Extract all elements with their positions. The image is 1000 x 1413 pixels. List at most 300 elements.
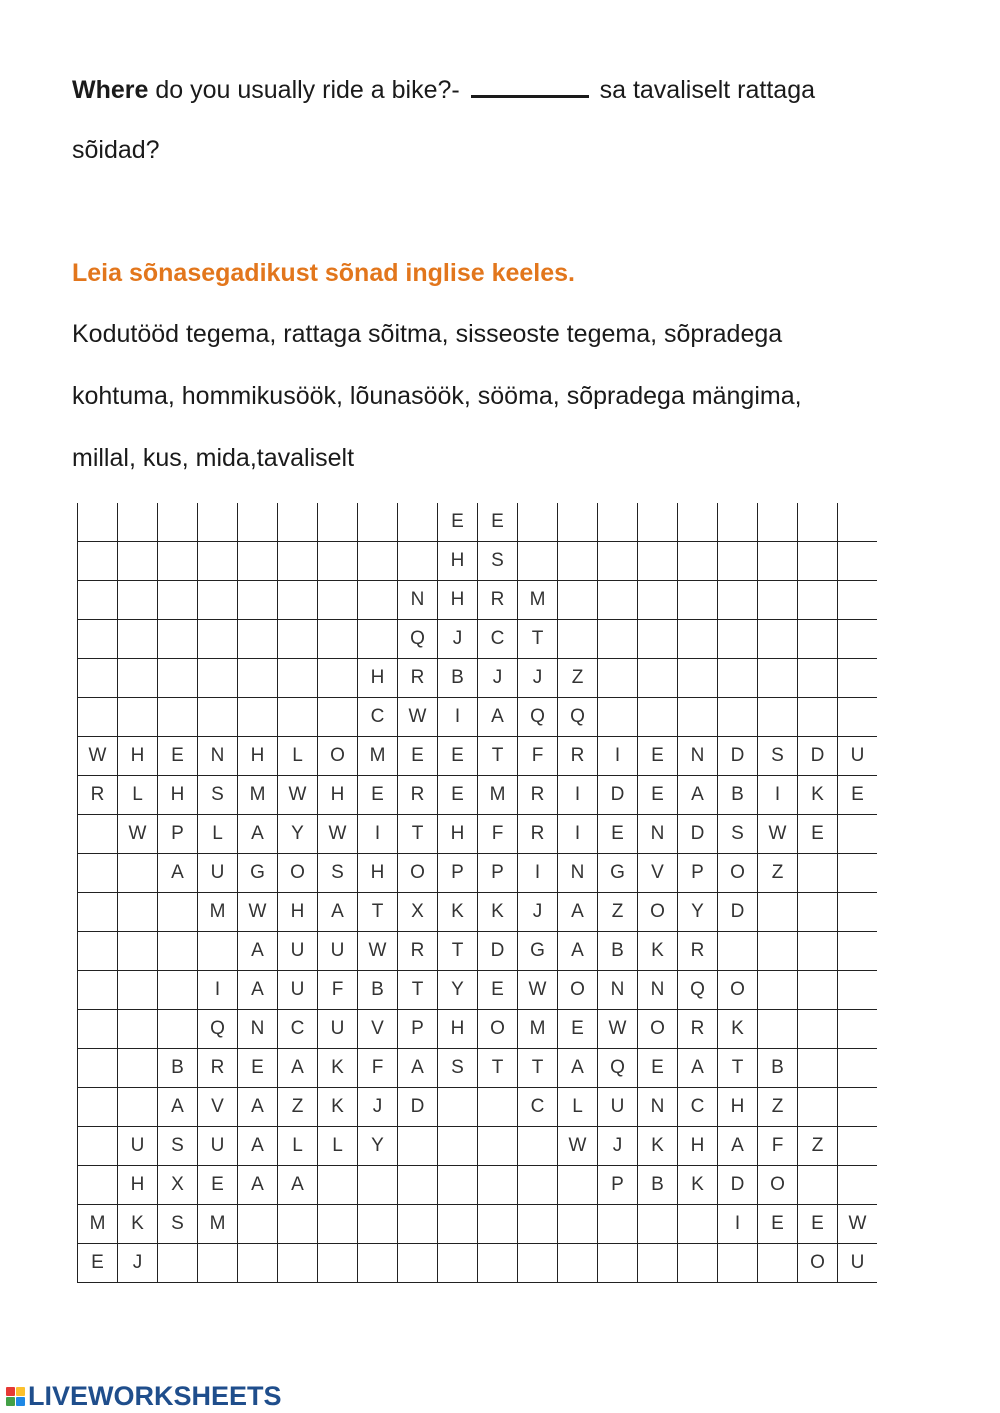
grid-cell[interactable]: P [678, 854, 718, 893]
grid-cell[interactable] [558, 1244, 598, 1283]
grid-cell[interactable]: W [518, 971, 558, 1010]
grid-cell[interactable]: R [398, 659, 438, 698]
grid-cell[interactable] [478, 1166, 518, 1205]
grid-cell[interactable] [758, 893, 798, 932]
grid-cell[interactable] [758, 542, 798, 581]
grid-cell[interactable]: K [638, 932, 678, 971]
grid-cell[interactable]: D [718, 893, 758, 932]
grid-cell[interactable]: I [558, 815, 598, 854]
grid-cell[interactable]: W [238, 893, 278, 932]
grid-cell[interactable]: O [278, 854, 318, 893]
grid-cell[interactable] [838, 620, 878, 659]
grid-cell[interactable]: N [638, 815, 678, 854]
grid-cell[interactable]: B [358, 971, 398, 1010]
grid-cell[interactable]: A [238, 1127, 278, 1166]
grid-cell[interactable] [318, 581, 358, 620]
grid-cell[interactable]: T [518, 620, 558, 659]
grid-cell[interactable]: K [318, 1049, 358, 1088]
grid-cell[interactable]: N [638, 971, 678, 1010]
grid-cell[interactable]: C [478, 620, 518, 659]
grid-cell[interactable]: B [158, 1049, 198, 1088]
grid-cell[interactable] [638, 659, 678, 698]
grid-cell[interactable]: T [518, 1049, 558, 1088]
grid-cell[interactable] [758, 1244, 798, 1283]
grid-cell[interactable] [798, 698, 838, 737]
grid-cell[interactable]: O [558, 971, 598, 1010]
grid-cell[interactable]: Z [758, 1088, 798, 1127]
grid-cell[interactable]: B [598, 932, 638, 971]
grid-cell[interactable]: H [118, 737, 158, 776]
grid-cell[interactable]: E [438, 737, 478, 776]
grid-cell[interactable]: G [598, 854, 638, 893]
grid-cell[interactable]: M [358, 737, 398, 776]
grid-cell[interactable] [718, 698, 758, 737]
grid-cell[interactable] [678, 1205, 718, 1244]
grid-cell[interactable] [158, 620, 198, 659]
grid-cell[interactable] [838, 893, 878, 932]
grid-cell[interactable] [238, 1205, 278, 1244]
grid-cell[interactable]: L [278, 1127, 318, 1166]
grid-cell[interactable]: M [518, 1010, 558, 1049]
grid-cell[interactable] [798, 659, 838, 698]
grid-cell[interactable] [198, 932, 238, 971]
grid-cell[interactable]: P [158, 815, 198, 854]
grid-cell[interactable]: J [598, 1127, 638, 1166]
grid-cell[interactable] [78, 581, 118, 620]
grid-cell[interactable]: F [358, 1049, 398, 1088]
grid-cell[interactable]: C [518, 1088, 558, 1127]
grid-cell[interactable] [558, 620, 598, 659]
grid-cell[interactable]: Z [558, 659, 598, 698]
grid-cell[interactable] [838, 581, 878, 620]
grid-cell[interactable] [318, 1205, 358, 1244]
grid-cell[interactable]: M [78, 1205, 118, 1244]
grid-cell[interactable]: Q [518, 698, 558, 737]
grid-cell[interactable] [278, 659, 318, 698]
grid-cell[interactable]: E [598, 815, 638, 854]
grid-cell[interactable]: U [278, 971, 318, 1010]
grid-cell[interactable]: R [518, 776, 558, 815]
grid-cell[interactable]: E [478, 503, 518, 542]
grid-cell[interactable] [518, 1166, 558, 1205]
grid-cell[interactable]: N [678, 737, 718, 776]
grid-cell[interactable]: U [598, 1088, 638, 1127]
grid-cell[interactable]: S [438, 1049, 478, 1088]
grid-cell[interactable] [238, 620, 278, 659]
grid-cell[interactable]: J [518, 659, 558, 698]
grid-cell[interactable] [638, 1244, 678, 1283]
grid-cell[interactable]: H [358, 854, 398, 893]
grid-cell[interactable] [318, 698, 358, 737]
grid-cell[interactable] [78, 620, 118, 659]
grid-cell[interactable] [598, 1244, 638, 1283]
grid-cell[interactable] [118, 971, 158, 1010]
grid-cell[interactable]: A [278, 1166, 318, 1205]
grid-cell[interactable]: Q [598, 1049, 638, 1088]
grid-cell[interactable]: B [638, 1166, 678, 1205]
grid-cell[interactable]: P [598, 1166, 638, 1205]
grid-cell[interactable] [798, 581, 838, 620]
grid-cell[interactable]: S [478, 542, 518, 581]
grid-cell[interactable]: I [438, 698, 478, 737]
grid-cell[interactable] [838, 1010, 878, 1049]
grid-cell[interactable] [358, 1166, 398, 1205]
grid-cell[interactable]: H [718, 1088, 758, 1127]
grid-cell[interactable] [718, 620, 758, 659]
grid-cell[interactable]: K [718, 1010, 758, 1049]
grid-cell[interactable]: W [318, 815, 358, 854]
grid-cell[interactable]: M [518, 581, 558, 620]
grid-cell[interactable]: A [558, 893, 598, 932]
grid-cell[interactable] [158, 1010, 198, 1049]
grid-cell[interactable]: S [718, 815, 758, 854]
grid-cell[interactable] [158, 932, 198, 971]
grid-cell[interactable]: V [198, 1088, 238, 1127]
grid-cell[interactable] [518, 503, 558, 542]
grid-cell[interactable] [118, 542, 158, 581]
grid-cell[interactable] [598, 620, 638, 659]
grid-cell[interactable] [118, 503, 158, 542]
grid-cell[interactable]: D [478, 932, 518, 971]
grid-cell[interactable]: A [398, 1049, 438, 1088]
grid-cell[interactable]: T [398, 971, 438, 1010]
grid-cell[interactable]: T [478, 1049, 518, 1088]
grid-cell[interactable] [198, 542, 238, 581]
grid-cell[interactable] [118, 620, 158, 659]
grid-cell[interactable]: M [478, 776, 518, 815]
grid-cell[interactable]: A [558, 932, 598, 971]
grid-cell[interactable]: M [198, 893, 238, 932]
grid-cell[interactable] [278, 503, 318, 542]
grid-cell[interactable]: N [638, 1088, 678, 1127]
grid-cell[interactable] [798, 932, 838, 971]
grid-cell[interactable]: C [678, 1088, 718, 1127]
grid-cell[interactable] [438, 1166, 478, 1205]
grid-cell[interactable]: A [678, 776, 718, 815]
grid-cell[interactable] [518, 1244, 558, 1283]
grid-cell[interactable] [358, 1205, 398, 1244]
grid-cell[interactable] [358, 620, 398, 659]
grid-cell[interactable]: K [638, 1127, 678, 1166]
grid-cell[interactable]: P [438, 854, 478, 893]
grid-cell[interactable]: E [198, 1166, 238, 1205]
grid-cell[interactable]: J [438, 620, 478, 659]
grid-cell[interactable]: H [438, 542, 478, 581]
grid-cell[interactable]: J [518, 893, 558, 932]
grid-cell[interactable] [798, 1010, 838, 1049]
grid-cell[interactable] [398, 1127, 438, 1166]
grid-cell[interactable]: H [438, 815, 478, 854]
grid-cell[interactable]: U [198, 854, 238, 893]
grid-cell[interactable] [838, 815, 878, 854]
grid-cell[interactable] [198, 659, 238, 698]
grid-cell[interactable]: O [798, 1244, 838, 1283]
grid-cell[interactable]: Q [398, 620, 438, 659]
grid-cell[interactable]: T [438, 932, 478, 971]
grid-cell[interactable]: B [438, 659, 478, 698]
grid-cell[interactable]: A [238, 971, 278, 1010]
grid-cell[interactable]: W [398, 698, 438, 737]
grid-cell[interactable] [78, 815, 118, 854]
grid-cell[interactable]: D [598, 776, 638, 815]
grid-cell[interactable]: U [118, 1127, 158, 1166]
grid-cell[interactable] [318, 1244, 358, 1283]
grid-cell[interactable] [478, 1244, 518, 1283]
grid-cell[interactable] [198, 503, 238, 542]
grid-cell[interactable] [838, 1049, 878, 1088]
grid-cell[interactable] [518, 1205, 558, 1244]
grid-cell[interactable]: H [238, 737, 278, 776]
grid-cell[interactable]: I [558, 776, 598, 815]
grid-cell[interactable] [78, 698, 118, 737]
grid-cell[interactable] [158, 893, 198, 932]
grid-cell[interactable] [678, 1244, 718, 1283]
grid-cell[interactable]: Y [678, 893, 718, 932]
grid-cell[interactable] [78, 503, 118, 542]
grid-cell[interactable]: L [198, 815, 238, 854]
grid-cell[interactable]: B [758, 1049, 798, 1088]
grid-cell[interactable]: A [158, 1088, 198, 1127]
grid-cell[interactable] [438, 1088, 478, 1127]
grid-cell[interactable]: A [678, 1049, 718, 1088]
grid-cell[interactable]: Q [678, 971, 718, 1010]
grid-cell[interactable]: A [238, 932, 278, 971]
grid-cell[interactable]: N [598, 971, 638, 1010]
grid-cell[interactable] [198, 581, 238, 620]
grid-cell[interactable] [598, 1205, 638, 1244]
grid-cell[interactable]: K [438, 893, 478, 932]
grid-cell[interactable] [438, 1244, 478, 1283]
grid-cell[interactable]: E [638, 776, 678, 815]
grid-cell[interactable]: I [758, 776, 798, 815]
grid-cell[interactable] [678, 620, 718, 659]
grid-cell[interactable]: O [758, 1166, 798, 1205]
grid-cell[interactable] [278, 1205, 318, 1244]
grid-cell[interactable]: I [358, 815, 398, 854]
grid-cell[interactable]: W [78, 737, 118, 776]
grid-cell[interactable] [838, 1127, 878, 1166]
grid-cell[interactable]: T [718, 1049, 758, 1088]
grid-cell[interactable] [398, 1244, 438, 1283]
grid-cell[interactable] [318, 659, 358, 698]
grid-cell[interactable]: P [478, 854, 518, 893]
grid-cell[interactable]: E [398, 737, 438, 776]
grid-cell[interactable]: Y [358, 1127, 398, 1166]
grid-cell[interactable] [78, 932, 118, 971]
grid-cell[interactable] [78, 542, 118, 581]
grid-cell[interactable]: X [158, 1166, 198, 1205]
grid-cell[interactable]: A [318, 893, 358, 932]
grid-cell[interactable]: M [198, 1205, 238, 1244]
grid-cell[interactable] [78, 1049, 118, 1088]
grid-cell[interactable]: K [478, 893, 518, 932]
grid-cell[interactable] [118, 893, 158, 932]
grid-cell[interactable]: M [238, 776, 278, 815]
grid-cell[interactable]: R [198, 1049, 238, 1088]
grid-cell[interactable]: Z [598, 893, 638, 932]
grid-cell[interactable]: V [638, 854, 678, 893]
grid-cell[interactable]: K [798, 776, 838, 815]
grid-cell[interactable]: S [198, 776, 238, 815]
grid-cell[interactable]: J [478, 659, 518, 698]
grid-cell[interactable]: A [718, 1127, 758, 1166]
grid-cell[interactable]: A [238, 815, 278, 854]
grid-cell[interactable]: F [478, 815, 518, 854]
answer-blank[interactable] [471, 73, 589, 98]
grid-cell[interactable]: U [838, 737, 878, 776]
grid-cell[interactable] [838, 542, 878, 581]
grid-cell[interactable]: B [718, 776, 758, 815]
grid-cell[interactable]: N [398, 581, 438, 620]
grid-cell[interactable]: H [438, 1010, 478, 1049]
grid-cell[interactable] [598, 698, 638, 737]
grid-cell[interactable]: Y [278, 815, 318, 854]
grid-cell[interactable]: O [638, 893, 678, 932]
grid-cell[interactable] [718, 1244, 758, 1283]
grid-cell[interactable]: D [718, 1166, 758, 1205]
grid-cell[interactable] [598, 542, 638, 581]
grid-cell[interactable]: E [478, 971, 518, 1010]
grid-cell[interactable] [598, 503, 638, 542]
grid-cell[interactable]: W [358, 932, 398, 971]
grid-cell[interactable]: O [478, 1010, 518, 1049]
grid-cell[interactable]: H [118, 1166, 158, 1205]
grid-cell[interactable] [798, 854, 838, 893]
grid-cell[interactable] [118, 1010, 158, 1049]
grid-cell[interactable] [478, 1205, 518, 1244]
grid-cell[interactable]: O [718, 971, 758, 1010]
grid-cell[interactable]: S [158, 1205, 198, 1244]
grid-cell[interactable]: S [318, 854, 358, 893]
grid-cell[interactable]: J [358, 1088, 398, 1127]
grid-cell[interactable]: S [158, 1127, 198, 1166]
grid-cell[interactable]: E [158, 737, 198, 776]
grid-cell[interactable] [118, 854, 158, 893]
grid-cell[interactable]: W [838, 1205, 878, 1244]
grid-cell[interactable] [798, 542, 838, 581]
grid-cell[interactable] [478, 1127, 518, 1166]
grid-cell[interactable] [118, 659, 158, 698]
grid-cell[interactable]: E [558, 1010, 598, 1049]
grid-cell[interactable]: E [798, 815, 838, 854]
grid-cell[interactable]: E [358, 776, 398, 815]
grid-cell[interactable] [78, 971, 118, 1010]
grid-cell[interactable]: K [318, 1088, 358, 1127]
grid-cell[interactable] [758, 659, 798, 698]
grid-cell[interactable] [158, 698, 198, 737]
grid-cell[interactable]: A [478, 698, 518, 737]
grid-cell[interactable]: F [758, 1127, 798, 1166]
grid-cell[interactable] [838, 932, 878, 971]
grid-cell[interactable]: I [518, 854, 558, 893]
grid-cell[interactable] [238, 698, 278, 737]
grid-cell[interactable] [118, 1088, 158, 1127]
grid-cell[interactable]: L [278, 737, 318, 776]
grid-cell[interactable] [638, 503, 678, 542]
grid-cell[interactable] [238, 503, 278, 542]
grid-cell[interactable]: W [598, 1010, 638, 1049]
grid-cell[interactable] [278, 698, 318, 737]
grid-cell[interactable]: A [278, 1049, 318, 1088]
grid-cell[interactable]: R [558, 737, 598, 776]
grid-cell[interactable]: K [118, 1205, 158, 1244]
grid-cell[interactable]: N [198, 737, 238, 776]
grid-cell[interactable]: C [358, 698, 398, 737]
grid-cell[interactable]: Z [278, 1088, 318, 1127]
grid-cell[interactable]: Z [758, 854, 798, 893]
grid-cell[interactable]: H [278, 893, 318, 932]
grid-cell[interactable]: T [358, 893, 398, 932]
grid-cell[interactable] [558, 542, 598, 581]
grid-cell[interactable] [518, 542, 558, 581]
grid-cell[interactable] [118, 581, 158, 620]
grid-cell[interactable] [838, 971, 878, 1010]
grid-cell[interactable] [798, 503, 838, 542]
grid-cell[interactable]: R [78, 776, 118, 815]
grid-cell[interactable] [78, 1127, 118, 1166]
grid-cell[interactable] [78, 893, 118, 932]
grid-cell[interactable]: R [518, 815, 558, 854]
grid-cell[interactable]: H [318, 776, 358, 815]
grid-cell[interactable] [638, 620, 678, 659]
grid-cell[interactable]: S [758, 737, 798, 776]
grid-cell[interactable] [678, 581, 718, 620]
grid-cell[interactable]: W [558, 1127, 598, 1166]
grid-cell[interactable] [238, 659, 278, 698]
grid-cell[interactable] [278, 1244, 318, 1283]
grid-cell[interactable]: E [798, 1205, 838, 1244]
grid-cell[interactable]: N [558, 854, 598, 893]
grid-cell[interactable]: F [518, 737, 558, 776]
grid-cell[interactable] [78, 659, 118, 698]
grid-cell[interactable]: E [638, 737, 678, 776]
grid-cell[interactable]: N [238, 1010, 278, 1049]
grid-cell[interactable]: J [118, 1244, 158, 1283]
grid-cell[interactable]: K [678, 1166, 718, 1205]
grid-cell[interactable] [638, 542, 678, 581]
grid-cell[interactable]: E [438, 776, 478, 815]
grid-cell[interactable] [838, 659, 878, 698]
grid-cell[interactable]: O [318, 737, 358, 776]
grid-cell[interactable]: O [638, 1010, 678, 1049]
grid-cell[interactable] [198, 620, 238, 659]
grid-cell[interactable]: G [518, 932, 558, 971]
grid-cell[interactable]: L [318, 1127, 358, 1166]
grid-cell[interactable] [318, 1166, 358, 1205]
grid-cell[interactable]: I [718, 1205, 758, 1244]
grid-cell[interactable] [638, 1205, 678, 1244]
grid-cell[interactable] [798, 893, 838, 932]
grid-cell[interactable] [278, 542, 318, 581]
grid-cell[interactable]: H [678, 1127, 718, 1166]
grid-cell[interactable]: X [398, 893, 438, 932]
grid-cell[interactable] [78, 1010, 118, 1049]
grid-cell[interactable] [398, 1205, 438, 1244]
grid-cell[interactable]: H [358, 659, 398, 698]
grid-cell[interactable]: A [158, 854, 198, 893]
grid-cell[interactable]: F [318, 971, 358, 1010]
grid-cell[interactable] [238, 581, 278, 620]
grid-cell[interactable] [198, 698, 238, 737]
grid-cell[interactable] [838, 1166, 878, 1205]
grid-cell[interactable]: Z [798, 1127, 838, 1166]
grid-cell[interactable] [758, 1010, 798, 1049]
grid-cell[interactable] [718, 542, 758, 581]
grid-cell[interactable] [558, 581, 598, 620]
grid-cell[interactable] [678, 659, 718, 698]
grid-cell[interactable] [398, 503, 438, 542]
grid-cell[interactable]: D [398, 1088, 438, 1127]
